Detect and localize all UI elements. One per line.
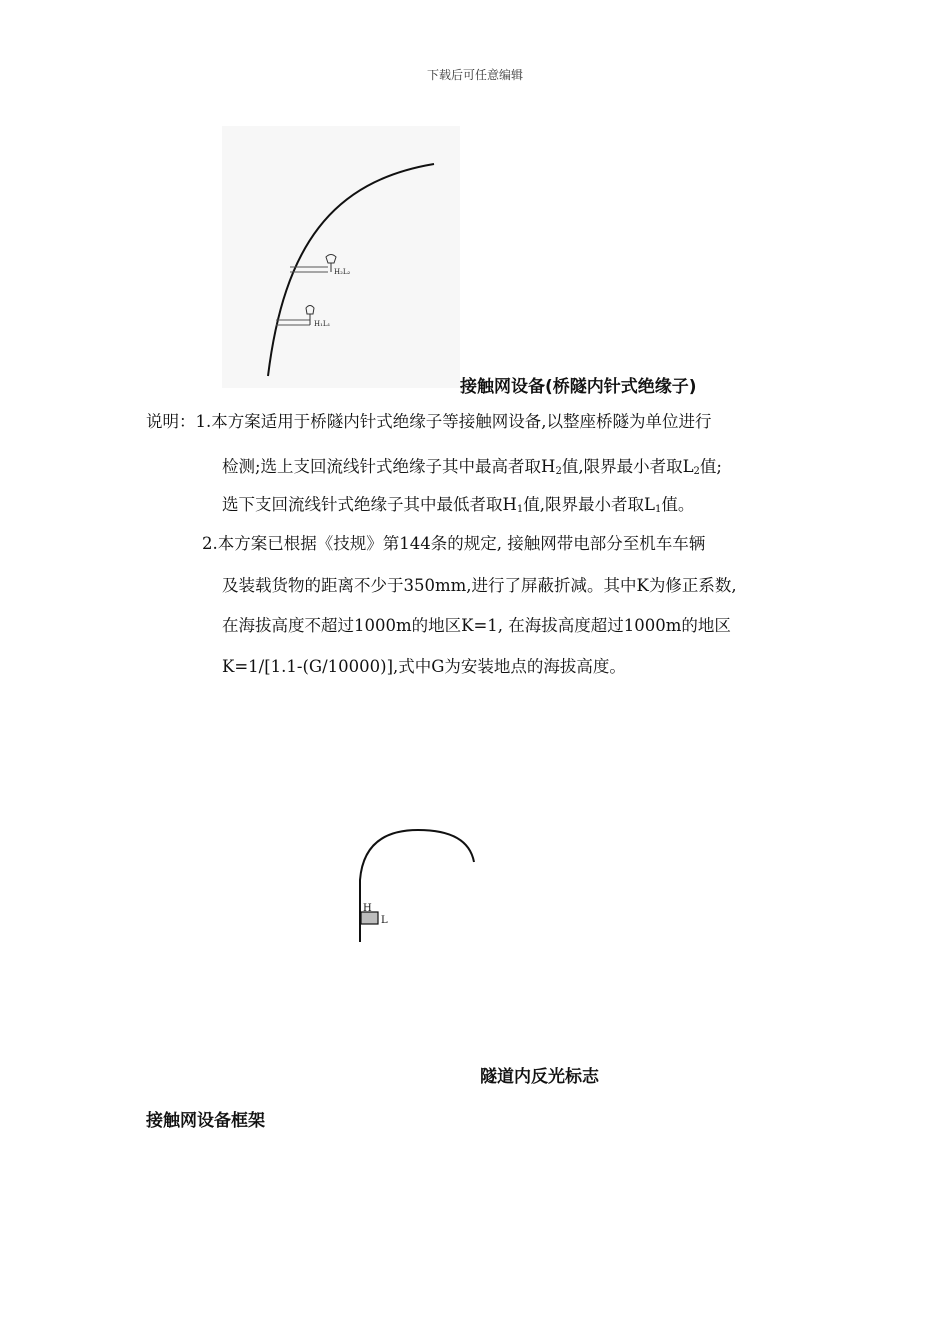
header-note: 下载后可任意编辑 <box>426 68 523 82</box>
note-item2-line3: 在海拔高度不超过1000m的地区K=1, 在海拔高度超过1000m的地区 <box>222 616 731 635</box>
section-title: 接触网设备框架 <box>146 1111 265 1131</box>
note-item2-line4: K=1/[1.1-(G/10000)],式中G为安装地点的海拔高度。 <box>222 657 626 676</box>
label-l: L <box>381 915 388 926</box>
note-item2-line1: 2.本方案已根据《技规》第144条的规定, 接触网带电部分至机车车辆 <box>202 534 706 553</box>
note-item1-line1: 说明：1.本方案适用于桥隧内针式绝缘子等接触网设备,以整座桥隧为单位进行 <box>146 412 712 431</box>
tunnel-insulator-diagram <box>222 126 460 388</box>
note-item1-line2: 检测;选上支回流线针式绝缘子其中最高者取$H_2$值,限界最小者取$L_2$值; <box>222 457 722 477</box>
figure1-caption: 接触网设备(桥隧内针式绝缘子) <box>460 377 697 397</box>
figure2-caption: 隧道内反光标志 <box>480 1067 599 1087</box>
label-h2l2: H₂L₂ <box>334 268 351 276</box>
tunnel-reflective-sign-diagram <box>350 822 490 952</box>
note-intro: 说明： <box>146 412 196 431</box>
note-item2-line2: 及装载货物的距离不少于350mm,进行了屏蔽折减。其中K为修正系数, <box>222 576 737 595</box>
note-item1-line3: 选下支回流线针式绝缘子其中最低者取$H_1$值,限界最小者取$L_1$值。 <box>222 495 695 515</box>
label-h: H <box>363 903 372 914</box>
label-h1l1: H₁L₁ <box>314 320 331 328</box>
